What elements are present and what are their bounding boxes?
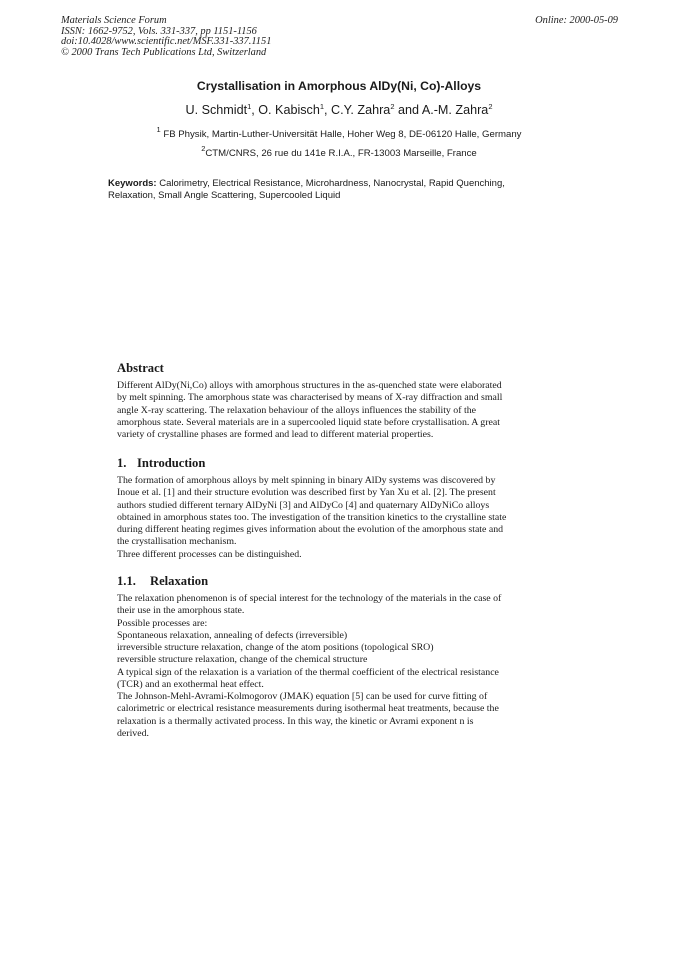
- section-number: 1.: [117, 456, 127, 470]
- keywords-block: [108, 178, 568, 202]
- relaxation-section: [117, 574, 557, 740]
- text-line: A typical sign of the relaxation is a variation of the thermal coefficient of the electrical resistance: [117, 666, 499, 678]
- text-line: relaxation is a thermally activated process. In this way, the kinetic or Avrami exponent n is: [117, 715, 474, 727]
- doi-line: doi:10.4028/www.scientific.net/MSF.331-337.1151: [61, 36, 272, 48]
- section-title: Introduction: [137, 456, 206, 470]
- text-line: reversible structure relaxation, change of the chemical structure: [117, 654, 368, 666]
- text-line: derived.: [117, 727, 149, 739]
- journal-header: [61, 16, 271, 58]
- text-line: during different heating regimes gives information about the evolution of the amorphous state and: [117, 524, 504, 535]
- issn-line: ISSN: 1662-9752, Vols. 331-337, pp 1151-1156: [61, 25, 257, 37]
- text-line: obtained in amorphous states too. The investigation of the transition kinetics to the crystalline state: [117, 511, 507, 523]
- author-list: [0, 103, 678, 117]
- keywords-label: Keywords:: [108, 178, 157, 189]
- text-line: the crystallisation mechanism.: [117, 536, 237, 548]
- text-line: (TCR) and an exothermal heat effect.: [117, 678, 264, 690]
- text-line: The formation of amorphous alloys by melt spinning in binary AlDy systems was discovered by: [117, 475, 496, 486]
- text-line: by melt spinning. The amorphous state was characterised by means of X-ray diffraction and small: [117, 392, 503, 404]
- author-name: U. Schmidt: [185, 103, 248, 117]
- text-line: Different AlDy(Ni,Co) alloys with amorphous structures in the as-quenched state were elaborated: [117, 380, 502, 391]
- author-affil-mark: 2: [390, 102, 395, 111]
- journal-name: Materials Science Forum: [61, 15, 167, 26]
- text-line: The relaxation phenomenon is of special interest for the technology of the materials in the case of: [117, 593, 502, 604]
- paper-title: Crystallisation in Amorphous AlDy(Ni, Co)-Alloys: [196, 79, 482, 93]
- text-line: variety of crystalline phases are formed and lead to different material properties.: [117, 429, 434, 440]
- text-line: amorphous state. Several materials are in a supercooled liquid state before crystallisation. A great: [117, 416, 500, 428]
- text-line: Inoue et al. [1] and their structure evolution was described first by Yan Xu et al. [2]. The present: [117, 487, 496, 499]
- author-name: C.Y. Zahra: [331, 103, 391, 117]
- relaxation-heading: [117, 574, 557, 589]
- affil-mark: 2: [201, 144, 206, 153]
- text-line: authors studied different ternary AlDyNi [3] and AlDyCo [4] and quaternary AlDyNiCo alloys: [117, 499, 490, 511]
- introduction-body: [117, 475, 557, 561]
- keywords-line-2: Relaxation, Small Angle Scattering, Supercooled Liquid: [108, 190, 341, 202]
- text-line: The Johnson-Mehl-Avrami-Kolmogorov (JMAK) equation [5] can be used for curve fitting of: [117, 691, 488, 702]
- copyright-line: © 2000 Trans Tech Publications Ltd, Switzerland: [61, 46, 267, 58]
- text-line: calorimetric or electrical resistance measurements during isothermal heat treatments, because the: [117, 703, 499, 715]
- author-separator: and: [394, 103, 422, 117]
- text-line: angle X-ray scattering. The relaxation behaviour of the alloys influences the stability of the: [117, 404, 476, 416]
- introduction-section: [117, 456, 557, 561]
- author-affil-mark: 2: [488, 102, 493, 111]
- text-line: Possible processes are:: [117, 617, 208, 629]
- affiliation-1: [0, 125, 678, 140]
- author-affil-mark: 1: [319, 102, 325, 111]
- text-line: Three different processes can be distinguished.: [117, 548, 302, 560]
- text-line: their use in the amorphous state.: [117, 605, 245, 617]
- author-name: A.-M. Zahra: [421, 103, 489, 117]
- abstract-body: [117, 380, 557, 441]
- relaxation-body: [117, 593, 557, 740]
- author-separator: ,: [251, 103, 259, 117]
- section-number: 1.1.: [117, 574, 136, 588]
- affil-text: CTM/CNRS, 26 rue du 141e R.I.A., FR-13003 Marseille, France: [205, 148, 477, 159]
- text-line: Spontaneous relaxation, annealing of defects (irreversible): [117, 629, 348, 641]
- keywords-line-1: Calorimetry, Electrical Resistance, Microhardness, Nanocrystal, Rapid Quenching,: [156, 178, 505, 189]
- affiliation-2: [0, 144, 678, 159]
- online-date: Online: 2000-05-09: [535, 15, 618, 26]
- introduction-heading: [117, 456, 557, 471]
- text-line: irreversible structure relaxation, change of the atom positions (topological SRO): [117, 642, 434, 653]
- abstract-section: [117, 361, 557, 441]
- author-affil-mark: 1: [247, 102, 252, 111]
- author-name: O. Kabisch: [258, 103, 320, 117]
- abstract-heading: Abstract: [117, 361, 164, 375]
- affil-mark: 1: [156, 125, 161, 134]
- affil-text: FB Physik, Martin-Luther-Universität Halle, Hoher Weg 8, DE-06120 Halle, Germany: [163, 129, 522, 140]
- section-title: Relaxation: [150, 574, 209, 588]
- author-separator: ,: [324, 103, 332, 117]
